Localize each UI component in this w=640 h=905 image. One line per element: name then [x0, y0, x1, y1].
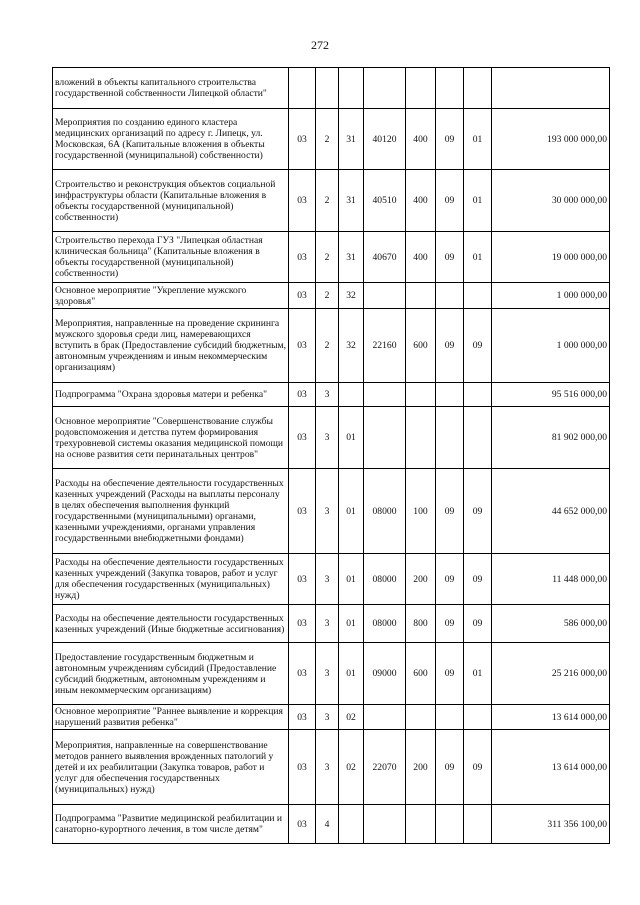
program-code-cell: 03 [289, 805, 316, 844]
section-code-cell [436, 805, 464, 844]
program-code-cell: 03 [289, 309, 316, 383]
subprogram-code-cell: 3 [316, 605, 339, 643]
expense-type-code-cell: 200 [406, 730, 436, 805]
section-code-cell [436, 68, 464, 109]
event-code-cell: 01 [339, 407, 364, 469]
expense-type-code-cell [406, 383, 436, 407]
event-code-cell: 01 [339, 605, 364, 643]
event-code-cell: 32 [339, 309, 364, 383]
amount-cell: 81 902 000,00 [492, 407, 610, 469]
direction-code-cell: 09000 [364, 643, 406, 705]
table-row [53, 407, 610, 469]
direction-code-cell [364, 383, 406, 407]
direction-code-cell [364, 283, 406, 309]
item-description-cell: Мероприятия по созданию единого кластера медицинских организаций по адресу г. Липецк, ул. Московская, 6А (Капитальные вложения в объекты государственной (муниципальной) собственности) [53, 109, 289, 170]
subsection-code-cell: 01 [464, 232, 492, 283]
subprogram-code-cell: 2 [316, 109, 339, 170]
table-row [53, 805, 610, 844]
subsection-code-cell: 09 [464, 605, 492, 643]
amount-cell [492, 68, 610, 109]
item-description-cell: вложений в объекты капитального строительства государственной собственности Липецкой области" [53, 68, 289, 109]
item-description-cell: Строительство перехода ГУЗ "Липецкая областная клиническая больница" (Капитальные вложения в объекты государственной (муниципальной) собственности) [53, 232, 289, 283]
section-code-cell [436, 383, 464, 407]
program-code-cell: 03 [289, 643, 316, 705]
expense-type-code-cell: 200 [406, 554, 436, 605]
subprogram-code-cell: 3 [316, 730, 339, 805]
item-description-cell: Строительство и реконструкция объектов социальной инфраструктуры области (Капитальные вложения в объекты государственной (муниципальной) собственности) [53, 170, 289, 232]
amount-cell: 13 614 000,00 [492, 730, 610, 805]
table-row [53, 554, 610, 605]
item-description-cell: Основное мероприятие "Раннее выявление и коррекция нарушений развития ребенка" [53, 705, 289, 730]
expense-type-code-cell [406, 705, 436, 730]
item-description-cell: Предоставление государственным бюджетным и автономным учреждениям субсидий (Предоставление субсидий бюджетным, автономным учреждениям и иным некоммерческим организациям) [53, 643, 289, 705]
direction-code-cell: 40120 [364, 109, 406, 170]
subprogram-code-cell: 2 [316, 283, 339, 309]
section-code-cell: 09 [436, 554, 464, 605]
expense-type-code-cell: 600 [406, 643, 436, 705]
expense-type-code-cell: 400 [406, 232, 436, 283]
expense-type-code-cell: 400 [406, 109, 436, 170]
subsection-code-cell: 09 [464, 469, 492, 554]
expense-type-code-cell [406, 283, 436, 309]
item-description-cell: Основное мероприятие "Укрепление мужского здоровья" [53, 283, 289, 309]
program-code-cell: 03 [289, 554, 316, 605]
section-code-cell: 09 [436, 170, 464, 232]
expense-type-code-cell: 400 [406, 170, 436, 232]
amount-cell: 95 516 000,00 [492, 383, 610, 407]
program-code-cell: 03 [289, 170, 316, 232]
table-row [53, 643, 610, 705]
section-code-cell: 09 [436, 309, 464, 383]
amount-cell: 311 356 100,00 [492, 805, 610, 844]
amount-cell: 19 000 000,00 [492, 232, 610, 283]
amount-cell: 44 652 000,00 [492, 469, 610, 554]
direction-code-cell [364, 805, 406, 844]
direction-code-cell: 08000 [364, 554, 406, 605]
direction-code-cell: 22160 [364, 309, 406, 383]
subsection-code-cell [464, 283, 492, 309]
program-code-cell: 03 [289, 407, 316, 469]
program-code-cell: 03 [289, 705, 316, 730]
item-description-cell: Основное мероприятие "Совершенствование службы родовспоможения и детства путем формирования трехуровневой системы оказания медицинской помощи на основе развития сети перинатальных центров" [53, 407, 289, 469]
event-code-cell: 01 [339, 643, 364, 705]
event-code-cell: 02 [339, 730, 364, 805]
subprogram-code-cell: 3 [316, 407, 339, 469]
subsection-code-cell: 09 [464, 554, 492, 605]
program-code-cell: 03 [289, 232, 316, 283]
event-code-cell [339, 383, 364, 407]
item-description-cell: Подпрограмма "Развитие медицинской реабилитации и санаторно-курортного лечения, в том числе детям" [53, 805, 289, 844]
table-row [53, 383, 610, 407]
subprogram-code-cell: 2 [316, 170, 339, 232]
section-code-cell: 09 [436, 730, 464, 805]
program-code-cell: 03 [289, 605, 316, 643]
section-code-cell: 09 [436, 109, 464, 170]
expense-type-code-cell: 600 [406, 309, 436, 383]
expense-type-code-cell [406, 407, 436, 469]
amount-cell: 586 000,00 [492, 605, 610, 643]
amount-cell: 30 000 000,00 [492, 170, 610, 232]
section-code-cell [436, 705, 464, 730]
direction-code-cell: 08000 [364, 605, 406, 643]
program-code-cell: 03 [289, 109, 316, 170]
item-description-cell: Расходы на обеспечение деятельности государственных казенных учреждений (Иные бюджетные ассигнования) [53, 605, 289, 643]
subsection-code-cell: 01 [464, 170, 492, 232]
program-code-cell: 03 [289, 383, 316, 407]
event-code-cell: 01 [339, 554, 364, 605]
item-description-cell: Мероприятия, направленные на проведение скрининга мужского здоровья среди лиц, намеревающихся вступить в брак (Предоставление субсидий бюджетным, автономным учреждениям и иным некоммерческим организациям) [53, 309, 289, 383]
event-code-cell: 31 [339, 170, 364, 232]
subsection-code-cell: 01 [464, 109, 492, 170]
section-code-cell [436, 407, 464, 469]
table-body [53, 68, 610, 844]
table-row [53, 170, 610, 232]
budget-table [52, 67, 610, 844]
table-row [53, 730, 610, 805]
subsection-code-cell [464, 705, 492, 730]
event-code-cell: 31 [339, 109, 364, 170]
item-description-cell: Расходы на обеспечение деятельности государственных казенных учреждений (Расходы на выплаты персоналу в целях обеспечения выполнения функций государственными (муниципальными) органами, казенными учреждениями, органами управления государственными внебюджетными фондами) [53, 469, 289, 554]
section-code-cell: 09 [436, 232, 464, 283]
subsection-code-cell: 09 [464, 309, 492, 383]
event-code-cell: 32 [339, 283, 364, 309]
amount-cell: 13 614 000,00 [492, 705, 610, 730]
table-row [53, 469, 610, 554]
subprogram-code-cell [316, 68, 339, 109]
subsection-code-cell [464, 68, 492, 109]
event-code-cell: 02 [339, 705, 364, 730]
program-code-cell: 03 [289, 283, 316, 309]
table-row [53, 232, 610, 283]
expense-type-code-cell: 800 [406, 605, 436, 643]
subprogram-code-cell: 3 [316, 705, 339, 730]
program-code-cell: 03 [289, 469, 316, 554]
item-description-cell: Подпрограмма "Охрана здоровья матери и ребенка" [53, 383, 289, 407]
amount-cell: 193 000 000,00 [492, 109, 610, 170]
table-row [53, 68, 610, 109]
subsection-code-cell [464, 383, 492, 407]
page-number: 272 [311, 38, 329, 52]
subprogram-code-cell: 4 [316, 805, 339, 844]
event-code-cell: 31 [339, 232, 364, 283]
table-row [53, 309, 610, 383]
direction-code-cell: 40670 [364, 232, 406, 283]
subprogram-code-cell: 2 [316, 232, 339, 283]
event-code-cell [339, 68, 364, 109]
amount-cell: 1 000 000,00 [492, 283, 610, 309]
direction-code-cell [364, 705, 406, 730]
subprogram-code-cell: 2 [316, 309, 339, 383]
expense-type-code-cell [406, 68, 436, 109]
direction-code-cell [364, 68, 406, 109]
event-code-cell: 01 [339, 469, 364, 554]
direction-code-cell: 22070 [364, 730, 406, 805]
table-row [53, 605, 610, 643]
expense-type-code-cell: 100 [406, 469, 436, 554]
table-row [53, 109, 610, 170]
section-code-cell [436, 283, 464, 309]
item-description-cell: Мероприятия, направленные на совершенствование методов раннего выявления врожденных патологий у детей и их реабилитации (Закупка товаров, работ и услуг для обеспечения государственных (муниципальных) нужд) [53, 730, 289, 805]
subprogram-code-cell: 3 [316, 383, 339, 407]
section-code-cell: 09 [436, 605, 464, 643]
program-code-cell: 03 [289, 730, 316, 805]
event-code-cell [339, 805, 364, 844]
program-code-cell [289, 68, 316, 109]
direction-code-cell: 08000 [364, 469, 406, 554]
amount-cell: 1 000 000,00 [492, 309, 610, 383]
section-code-cell: 09 [436, 469, 464, 554]
subsection-code-cell [464, 805, 492, 844]
subsection-code-cell [464, 407, 492, 469]
direction-code-cell [364, 407, 406, 469]
direction-code-cell: 40510 [364, 170, 406, 232]
subprogram-code-cell: 3 [316, 643, 339, 705]
expense-type-code-cell [406, 805, 436, 844]
subsection-code-cell: 09 [464, 730, 492, 805]
subsection-code-cell: 01 [464, 643, 492, 705]
subprogram-code-cell: 3 [316, 469, 339, 554]
subprogram-code-cell: 3 [316, 554, 339, 605]
section-code-cell: 09 [436, 643, 464, 705]
amount-cell: 25 216 000,00 [492, 643, 610, 705]
table-row [53, 705, 610, 730]
item-description-cell: Расходы на обеспечение деятельности государственных казенных учреждений (Закупка товаров, работ и услуг для обеспечения государственных (муниципальных) нужд) [53, 554, 289, 605]
table-row [53, 283, 610, 309]
amount-cell: 11 448 000,00 [492, 554, 610, 605]
